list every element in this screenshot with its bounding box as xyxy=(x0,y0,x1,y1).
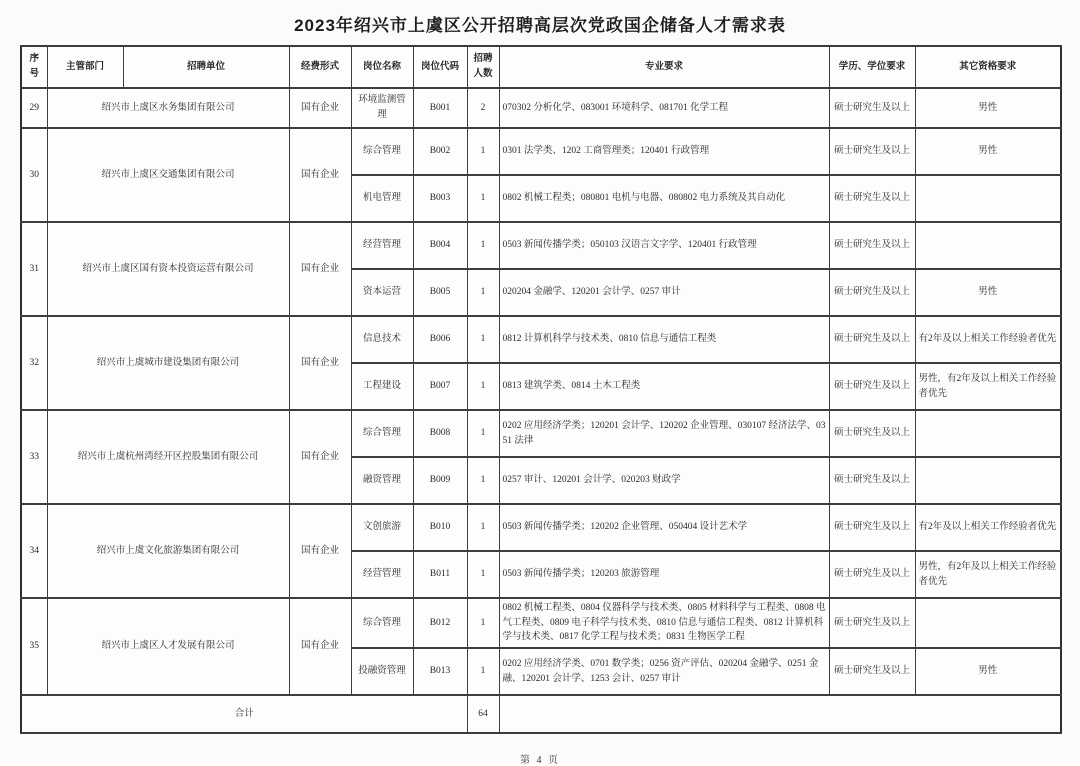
recruitment-table xyxy=(20,45,1062,734)
major-cell: 0503 新闻传播学类；050103 汉语言文字学、120401 行政管理 xyxy=(499,222,829,269)
other-cell xyxy=(915,598,1061,648)
position-name-cell: 经营管理 xyxy=(351,222,413,269)
table-row xyxy=(21,504,1061,551)
employer-cell: 绍兴市上虞杭州湾经开区控股集团有限公司 xyxy=(47,410,289,504)
position-code-cell: B004 xyxy=(413,222,467,269)
position-name-cell: 综合管理 xyxy=(351,410,413,457)
other-cell: 男性 xyxy=(915,128,1061,175)
education-cell: 硕士研究生及以上 xyxy=(829,363,915,410)
education-cell: 硕士研究生及以上 xyxy=(829,269,915,316)
total-count-cell: 64 xyxy=(467,695,499,733)
position-code-cell: B009 xyxy=(413,457,467,504)
total-label-cell: 合计 xyxy=(21,695,467,733)
major-cell: 0802 机械工程类；080801 电机与电器、080802 电力系统及其自动化 xyxy=(499,175,829,222)
other-cell: 有2年及以上相关工作经验者优先 xyxy=(915,316,1061,363)
education-cell: 硕士研究生及以上 xyxy=(829,551,915,598)
header-col-position-name: 岗位名称 xyxy=(351,46,413,88)
position-code-cell: B013 xyxy=(413,648,467,695)
header-col-employer: 招聘单位 xyxy=(123,46,289,88)
position-code-cell: B001 xyxy=(413,88,467,128)
table-row xyxy=(21,88,1061,128)
education-cell: 硕士研究生及以上 xyxy=(829,88,915,128)
header-col-department: 主管部门 xyxy=(47,46,123,88)
header-col-seq: 序号 xyxy=(21,46,47,88)
table-row xyxy=(21,222,1061,269)
seq-cell: 33 xyxy=(21,410,47,504)
major-cell: 020204 金融学、120201 会计学、0257 审计 xyxy=(499,269,829,316)
position-name-cell: 融资管理 xyxy=(351,457,413,504)
seq-cell: 34 xyxy=(21,504,47,598)
position-code-cell: B006 xyxy=(413,316,467,363)
funding-cell: 国有企业 xyxy=(289,222,351,316)
funding-cell: 国有企业 xyxy=(289,88,351,128)
education-cell: 硕士研究生及以上 xyxy=(829,222,915,269)
position-code-cell: B002 xyxy=(413,128,467,175)
position-name-cell: 信息技术 xyxy=(351,316,413,363)
other-cell xyxy=(915,410,1061,457)
table-body xyxy=(21,88,1061,733)
position-name-cell: 工程建设 xyxy=(351,363,413,410)
other-cell xyxy=(915,222,1061,269)
major-cell: 0812 计算机科学与技术类、0810 信息与通信工程类 xyxy=(499,316,829,363)
employer-cell: 绍兴市上虞区国有资本投资运营有限公司 xyxy=(47,222,289,316)
education-cell: 硕士研究生及以上 xyxy=(829,457,915,504)
header-col-funding: 经费形式 xyxy=(289,46,351,88)
major-cell: 070302 分析化学、083001 环境科学、081701 化学工程 xyxy=(499,88,829,128)
major-cell: 0202 应用经济学类；120201 会计学、120202 企业管理、030107 经济法学、0351 法律 xyxy=(499,410,829,457)
table-row xyxy=(21,598,1061,648)
page-number: 第 4 页 xyxy=(520,755,560,766)
seq-cell: 31 xyxy=(21,222,47,316)
position-name-cell: 综合管理 xyxy=(351,598,413,648)
position-code-cell: B003 xyxy=(413,175,467,222)
recruit-count-cell: 1 xyxy=(467,410,499,457)
position-name-cell: 综合管理 xyxy=(351,128,413,175)
recruit-count-cell: 1 xyxy=(467,598,499,648)
recruit-count-cell: 1 xyxy=(467,457,499,504)
other-cell: 男性，有2年及以上相关工作经验者优先 xyxy=(915,551,1061,598)
seq-cell: 29 xyxy=(21,88,47,128)
major-cell: 0301 法学类、1202 工商管理类；120401 行政管理 xyxy=(499,128,829,175)
position-name-cell: 投融资管理 xyxy=(351,648,413,695)
header-col-major: 专业要求 xyxy=(499,46,829,88)
education-cell: 硕士研究生及以上 xyxy=(829,175,915,222)
position-name-cell: 资本运营 xyxy=(351,269,413,316)
recruit-count-cell: 1 xyxy=(467,175,499,222)
position-code-cell: B008 xyxy=(413,410,467,457)
other-cell xyxy=(915,175,1061,222)
header-col-education: 学历、学位要求 xyxy=(829,46,915,88)
major-cell: 0257 审计、120201 会计学、020203 财政学 xyxy=(499,457,829,504)
position-code-cell: B007 xyxy=(413,363,467,410)
education-cell: 硕士研究生及以上 xyxy=(829,316,915,363)
recruit-count-cell: 1 xyxy=(467,551,499,598)
position-name-cell: 经营管理 xyxy=(351,551,413,598)
other-cell xyxy=(915,457,1061,504)
employer-cell: 绍兴市上虞文化旅游集团有限公司 xyxy=(47,504,289,598)
employer-cell: 绍兴市上虞区水务集团有限公司 xyxy=(47,88,289,128)
recruit-count-cell: 1 xyxy=(467,269,499,316)
table-row xyxy=(21,316,1061,363)
recruit-count-cell: 1 xyxy=(467,128,499,175)
header-col-position-code: 岗位代码 xyxy=(413,46,467,88)
position-code-cell: B005 xyxy=(413,269,467,316)
recruit-count-cell: 1 xyxy=(467,316,499,363)
other-cell: 男性 xyxy=(915,88,1061,128)
recruit-count-cell: 1 xyxy=(467,504,499,551)
education-cell: 硕士研究生及以上 xyxy=(829,128,915,175)
table-header-row xyxy=(21,46,1061,88)
other-cell: 男性，有2年及以上相关工作经验者优先 xyxy=(915,363,1061,410)
education-cell: 硕士研究生及以上 xyxy=(829,504,915,551)
education-cell: 硕士研究生及以上 xyxy=(829,648,915,695)
seq-cell: 35 xyxy=(21,598,47,695)
other-cell: 男性 xyxy=(915,648,1061,695)
recruit-count-cell: 1 xyxy=(467,363,499,410)
position-name-cell: 机电管理 xyxy=(351,175,413,222)
major-cell: 0202 应用经济学类、0701 数学类；0256 资产评估、020204 金融学、0251 金融、120201 会计学、1253 会计、0257 审计 xyxy=(499,648,829,695)
major-cell: 0503 新闻传播学类；120203 旅游管理 xyxy=(499,551,829,598)
position-name-cell: 文创旅游 xyxy=(351,504,413,551)
other-cell: 男性 xyxy=(915,269,1061,316)
total-empty-cell xyxy=(499,695,1061,733)
page-title: 2023年绍兴市上虞区公开招聘高层次党政国企储备人才需求表 xyxy=(294,16,786,35)
employer-cell: 绍兴市上虞区交通集团有限公司 xyxy=(47,128,289,222)
funding-cell: 国有企业 xyxy=(289,316,351,410)
position-code-cell: B011 xyxy=(413,551,467,598)
seq-cell: 32 xyxy=(21,316,47,410)
position-code-cell: B010 xyxy=(413,504,467,551)
funding-cell: 国有企业 xyxy=(289,128,351,222)
recruit-count-cell: 1 xyxy=(467,222,499,269)
header-col-recruit-count: 招聘人数 xyxy=(467,46,499,88)
position-name-cell: 环境监测管理 xyxy=(351,88,413,128)
major-cell: 0802 机械工程类、0804 仪器科学与技术类、0805 材料科学与工程类、0808 电气工程类、0809 电子科学与技术类、0810 信息与通信工程类、0812 计算机科学与技术类、0817 化学工程与技术类；0831 生物医学工程 xyxy=(499,598,829,648)
education-cell: 硕士研究生及以上 xyxy=(829,410,915,457)
position-code-cell: B012 xyxy=(413,598,467,648)
employer-cell: 绍兴市上虞区人才发展有限公司 xyxy=(47,598,289,695)
header-col-other: 其它资格要求 xyxy=(915,46,1061,88)
funding-cell: 国有企业 xyxy=(289,504,351,598)
recruit-count-cell: 2 xyxy=(467,88,499,128)
education-cell: 硕士研究生及以上 xyxy=(829,598,915,648)
table-row xyxy=(21,410,1061,457)
seq-cell: 30 xyxy=(21,128,47,222)
major-cell: 0503 新闻传播学类；120202 企业管理、050404 设计艺术学 xyxy=(499,504,829,551)
funding-cell: 国有企业 xyxy=(289,410,351,504)
table-row xyxy=(21,128,1061,175)
recruit-count-cell: 1 xyxy=(467,648,499,695)
major-cell: 0813 建筑学类、0814 土木工程类 xyxy=(499,363,829,410)
funding-cell: 国有企业 xyxy=(289,598,351,695)
total-row xyxy=(21,695,1061,733)
employer-cell: 绍兴市上虞城市建设集团有限公司 xyxy=(47,316,289,410)
other-cell: 有2年及以上相关工作经验者优先 xyxy=(915,504,1061,551)
